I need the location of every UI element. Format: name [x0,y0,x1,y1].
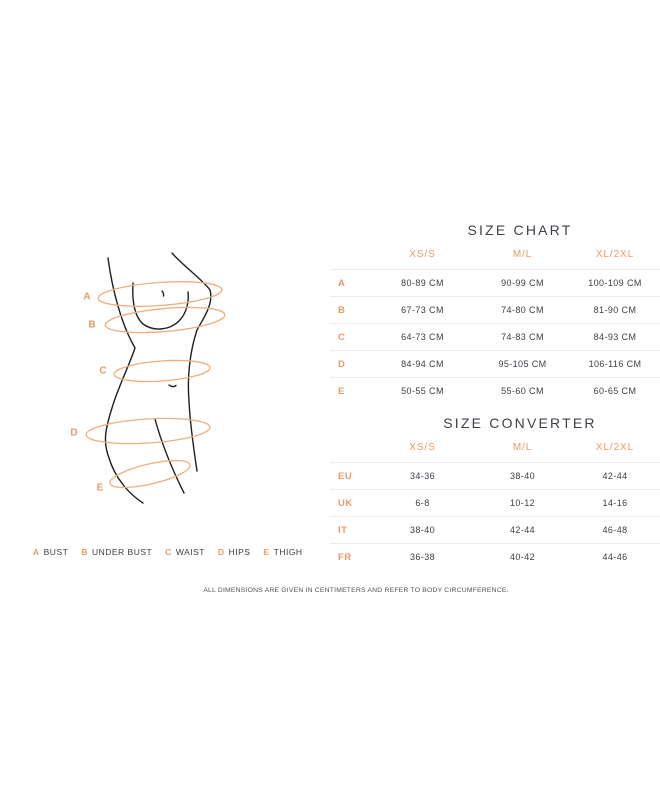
measurement-ellipse-e [108,455,192,493]
column-header-xs-s: XS/S [409,442,436,453]
row-label-uk: UK [338,497,353,509]
body-measurement-figure [0,230,330,530]
size-cell: 50-55 CM [401,386,444,396]
size-cell: 6-8 [415,498,430,508]
size-cell: 44-46 [602,552,628,562]
legend-item-thigh [263,547,302,557]
size-cell: 67-73 CM [401,305,444,315]
size-cell: 10-12 [509,498,536,508]
figure-label-a: A [83,291,91,303]
measurement-legend [33,547,303,557]
size-cell: 64-73 CM [401,332,444,342]
table-row-it [330,516,660,543]
table-row-a [330,269,660,296]
navel-mark [169,385,176,387]
size-cell: 84-93 CM [593,332,637,342]
size-cell: 46-48 [602,525,628,535]
legend-item-under-bust [81,547,152,557]
size-cell: 40-42 [509,552,536,562]
size-cell: 74-83 CM [501,332,544,342]
row-label-a: A [338,277,346,289]
column-header-xl-2xl: XL/2XL [595,249,635,260]
figure-label-e: E [96,482,104,494]
size-cell: 36-38 [409,552,436,562]
legend-letter: D [217,547,225,557]
size-cell: 95-105 CM [498,359,547,369]
size-converter-title: SIZE CONVERTER [443,415,597,431]
size-cell: 80-89 CM [401,278,444,288]
table-row-b [330,296,660,323]
legend-letter: A [33,547,40,557]
legend-item-waist [165,547,205,557]
row-label-e: E [338,385,345,397]
column-header-m-l: M/L [512,249,533,260]
row-label-fr: FR [338,551,352,563]
size-cell: 42-44 [509,525,536,535]
legend-label: UNDER BUST [91,547,153,557]
column-header-xs-s: XS/S [409,249,436,260]
body-outline [105,253,210,503]
size-cell: 90-99 CM [501,278,544,288]
size-cell: 55-60 CM [501,386,544,396]
size-cell: 60-65 CM [593,386,637,396]
size-cell: 34-36 [409,471,436,481]
size-cell: 14-16 [602,498,628,508]
size-chart-title: SIZE CHART [467,222,573,238]
size-cell: 84-94 CM [401,359,444,369]
table-row-e [330,377,660,404]
figure-point-labels [70,292,106,494]
size-cell: 38-40 [409,525,436,535]
figure-label-d: D [70,427,78,439]
column-header-xl-2xl: XL/2XL [595,442,635,453]
row-label-eu: EU [338,470,353,482]
figure-label-b: B [88,319,96,331]
legend-item-bust [33,547,68,557]
measurement-ellipse-a [97,278,222,310]
table-row-uk [330,489,660,516]
size-cell: 38-40 [509,471,536,481]
size-cell: 81-90 CM [593,305,637,315]
row-label-b: B [338,304,346,316]
figure-label-c: C [99,365,107,377]
row-label-d: D [338,358,346,370]
legend-label: WAIST [175,547,205,557]
legend-label: BUST [43,547,69,557]
measurement-rings [85,278,225,493]
size-cell: 100-109 CM [588,278,642,288]
legend-label: HIPS [228,547,251,557]
size-chart-section [330,220,660,404]
footnote: ALL DIMENSIONS ARE GIVEN IN CENTIMETERS AND REFER TO BODY CIRCUMFERENCE. [203,587,509,594]
size-cell: 74-80 CM [501,305,544,315]
table-row-fr [330,543,660,570]
size-cell: 42-44 [602,471,628,481]
nipple-mark [162,291,164,296]
row-label-it: IT [338,524,348,536]
row-label-c: C [338,331,346,343]
legend-label: THIGH [273,547,303,557]
legend-letter: E [263,547,270,557]
size-converter-header-row [330,433,660,462]
legend-item-hips [218,547,250,557]
size-chart-header-row [330,240,660,269]
legend-letter: C [165,547,172,557]
column-header-m-l: M/L [512,442,533,453]
measurement-ellipse-c [113,358,210,385]
size-cell: 106-116 CM [588,359,642,369]
size-converter-section [330,413,660,570]
table-row-eu [330,462,660,489]
table-row-d [330,350,660,377]
legend-letter: B [81,547,88,557]
table-row-c [330,323,660,350]
